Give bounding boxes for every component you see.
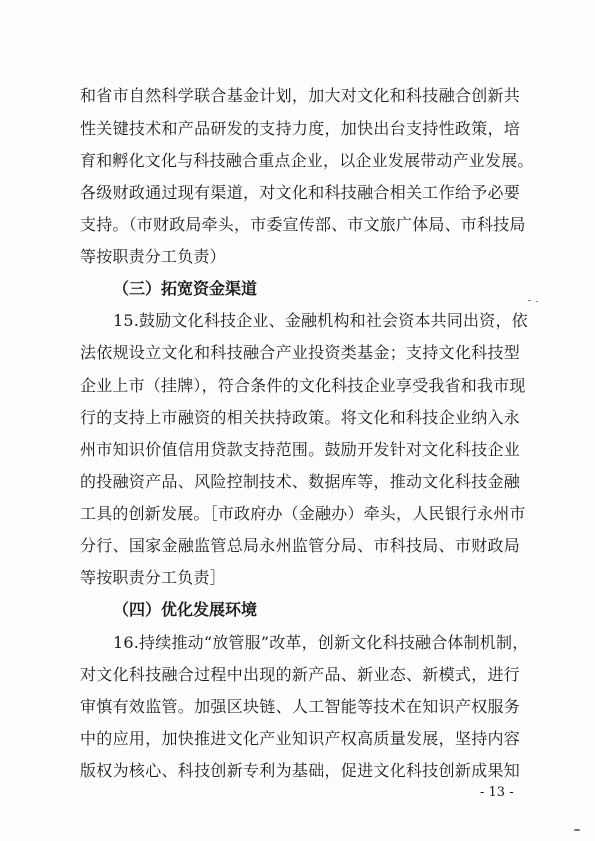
scan-speck: [528, 300, 531, 301]
item-15-line: 法依规设立文化和科技融合产业投资类基金；支持文化科技型: [80, 343, 520, 362]
body-text-line: 和省市自然科学联合基金计划，加大对文化和科技融合创新共: [80, 86, 520, 105]
item-16-line: 版权为核心、科技创新专利为基础，促进文化科技创新成果知: [80, 761, 520, 780]
item-16-line: 中的应用，加快推进文化产业知识产权高质量发展，坚持内容: [80, 729, 520, 748]
body-text-line: 各级财政通过现有渠道，对文化和科技融合相关工作给予必要: [80, 183, 520, 202]
body-text-line: 性关键技术和产品研发的支持力度，加快出台支持性政策，培: [80, 119, 520, 138]
section-heading: （三）拓宽资金渠道: [113, 279, 258, 298]
item-15-line: 企业上市（挂牌），符合条件的文化科技企业享受我省和我市现: [80, 376, 526, 395]
scan-speck: [536, 301, 538, 302]
body-text-line: 育和孵化文化与科技融合重点企业，以企业发展带动产业发展。: [80, 151, 534, 170]
item-15-line: 的投融资产品、风险控制技术、数据库等，推动文化科技金融: [80, 472, 520, 491]
item-16-line: 审慎有效监管。加强区块链、人工智能等技术在知识产权服务: [80, 697, 520, 716]
page-number: - 13 -: [480, 785, 514, 800]
body-text-line: 支持。（市财政局牵头，市委宣传部、市文旅广体局、市科技局: [80, 215, 526, 234]
item-15-line: 分行、国家金融监管总局永州监管分局、市科技局、市财政局: [80, 536, 520, 555]
item-15-line: 行的支持上市融资的相关扶持政策。将文化和科技企业纳入永: [80, 408, 520, 427]
scan-speck: [574, 829, 580, 831]
item-15-line: 工具的创新发展。［市政府办（金融办）牵头，人民银行永州市: [80, 504, 526, 523]
body-text-line: 等按职责分工负责）: [80, 247, 226, 266]
section-heading: （四）优化发展环境: [113, 600, 258, 619]
item-16-line: 16.持续推动“放管服”改革，创新文化科技融合体制机制，: [113, 633, 529, 652]
item-15-line: 等按职责分工负责］: [80, 568, 226, 587]
item-15-line: 15.鼓励文化科技企业、金融机构和社会资本共同出资，依: [113, 311, 528, 330]
item-15-line: 州市知识价值信用贷款支持范围。鼓励开发针对文化科技企业: [80, 440, 520, 459]
item-16-line: 对文化科技融合过程中出现的新产品、新业态、新模式，进行: [80, 665, 520, 684]
